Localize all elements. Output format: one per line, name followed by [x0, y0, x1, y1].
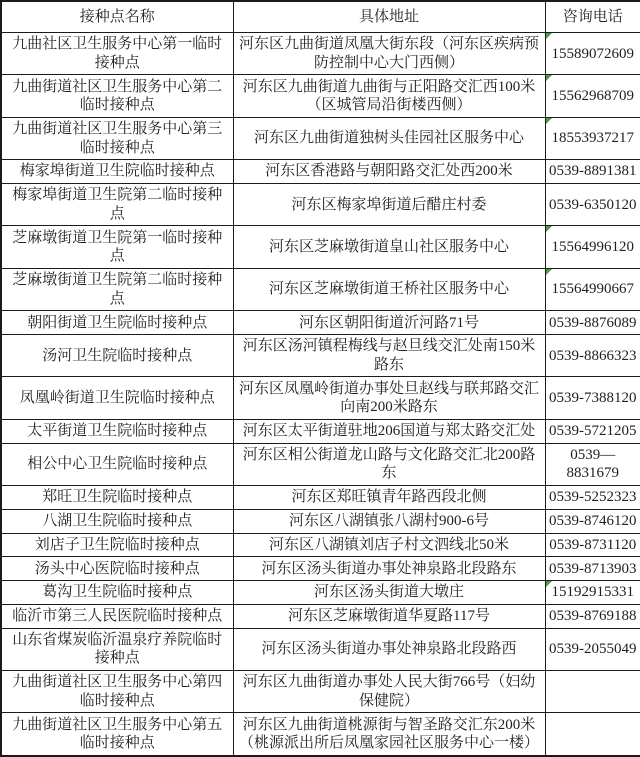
phone-number: 0539-5721205: [549, 423, 637, 440]
phone-cell: [545, 486, 640, 510]
phone-cell: [545, 443, 640, 485]
address-cell: 河东区九曲街道桃源街与智圣路交汇东200米（桃源派出所后凤凰家园社区服务中心一楼）: [233, 713, 545, 756]
phone-cell: [545, 75, 640, 117]
table-row: [1, 443, 640, 485]
address-cell: 河东区八湖镇张八湖村900-6号: [233, 509, 545, 533]
site-name-cell: 八湖卫生院临时接种点: [1, 509, 233, 533]
excel-flag-triangle-icon: [546, 33, 552, 39]
phone-cell: [545, 581, 640, 605]
table-row: [1, 604, 640, 628]
table-row: [1, 184, 640, 226]
table-row: [1, 581, 640, 605]
site-name-cell: 葛沟卫生院临时接种点: [1, 581, 233, 605]
table-row: [1, 75, 640, 117]
table-row: [1, 377, 640, 419]
table-row: [1, 160, 640, 184]
phone-number: 0539-2055049: [549, 641, 637, 658]
phone-cell: [545, 33, 640, 75]
table-row: [1, 226, 640, 268]
header-site-name: 接种点名称: [1, 1, 233, 33]
address-cell: 河东区八湖镇刘店子村文泗线北50米: [233, 533, 545, 557]
site-name-cell: 梅家埠街道卫生院第二临时接种点: [1, 184, 233, 226]
header-address: 具体地址: [233, 1, 545, 33]
address-cell: 河东区汤头街道大墩庄: [233, 581, 545, 605]
phone-number: 0539-8746120: [549, 513, 637, 530]
excel-flag-triangle-icon: [546, 75, 552, 81]
address-cell: 河东区香港路与朝阳路交汇处西200米: [233, 160, 545, 184]
table-body: [1, 33, 640, 757]
table-row: [1, 486, 640, 510]
phone-cell: [545, 335, 640, 377]
phone-cell: [545, 509, 640, 533]
site-name-cell: 芝麻墩街道卫生院第一临时接种点: [1, 226, 233, 268]
table-row: [1, 670, 640, 712]
site-name-cell: 太平街道卫生院临时接种点: [1, 419, 233, 443]
site-name-cell: 山东省煤炭临沂温泉疗养院临时接种点: [1, 628, 233, 670]
site-name-cell: 九曲社区卫生服务中心第一临时接种点: [1, 33, 233, 75]
phone-cell: [545, 604, 640, 628]
address-cell: 河东区汤河镇程梅线与赵旦线交汇处南150米路东: [233, 335, 545, 377]
address-cell: 河东区相公街道龙山路与文化路交汇北200路东: [233, 443, 545, 485]
phone-number: 0539-8713903: [549, 560, 637, 577]
phone-number: 15564990667: [551, 281, 634, 298]
address-cell: 河东区芝麻墩街道华夏路117号: [233, 604, 545, 628]
site-name-cell: 九曲街道社区卫生服务中心第三临时接种点: [1, 117, 233, 159]
site-name-cell: 临沂市第三人民医院临时接种点: [1, 604, 233, 628]
phone-cell: [545, 268, 640, 310]
phone-number: 0539-6350120: [549, 196, 637, 213]
site-name-cell: 九曲街道社区卫生服务中心第二临时接种点: [1, 75, 233, 117]
phone-number: 0539-8769188: [549, 608, 637, 625]
site-name-cell: 九曲街道社区卫生服务中心第五临时接种点: [1, 713, 233, 756]
address-cell: 河东区郑旺镇青年路西段北侧: [233, 486, 545, 510]
phone-number: 0539-5252323: [549, 489, 637, 506]
phone-number: 15589072609: [551, 45, 634, 62]
table-row: [1, 509, 640, 533]
site-name-cell: 相公中心卫生院临时接种点: [1, 443, 233, 485]
address-cell: 河东区芝麻墩街道王桥社区服务中心: [233, 268, 545, 310]
site-name-cell: 郑旺卫生院临时接种点: [1, 486, 233, 510]
phone-cell: [545, 377, 640, 419]
phone-cell: [545, 311, 640, 335]
phone-cell: [545, 117, 640, 159]
excel-flag-triangle-icon: [546, 581, 552, 587]
address-cell: 河东区朝阳街道沂河路71号: [233, 311, 545, 335]
phone-cell: [545, 670, 640, 712]
phone-cell: [545, 713, 640, 756]
table-row: [1, 268, 640, 310]
phone-cell: [545, 533, 640, 557]
site-name-cell: 朝阳街道卫生院临时接种点: [1, 311, 233, 335]
phone-cell: [545, 226, 640, 268]
table-row: [1, 33, 640, 75]
table-header: [1, 1, 640, 33]
excel-flag-triangle-icon: [546, 118, 552, 124]
phone-number: 0539-8876089: [549, 314, 637, 331]
site-name-cell: 汤河卫生院临时接种点: [1, 335, 233, 377]
phone-number: 0539-8891381: [549, 163, 637, 180]
table-row: [1, 628, 640, 670]
phone-cell: [545, 557, 640, 581]
table-row: [1, 335, 640, 377]
address-cell: 河东区梅家埠街道后醋庄村委: [233, 184, 545, 226]
phone-number: 18553937217: [551, 130, 634, 147]
address-cell: 河东区九曲街道办事处人民大街766号（妇幼保健院）: [233, 670, 545, 712]
address-cell: 河东区汤头街道办事处神泉路北段路西: [233, 628, 545, 670]
phone-cell: [545, 160, 640, 184]
table-row: [1, 117, 640, 159]
address-cell: 河东区芝麻墩街道皇山社区服务中心: [233, 226, 545, 268]
phone-number: 15564996120: [551, 239, 634, 255]
phone-number: 0539-8866323: [549, 347, 637, 364]
address-cell: 河东区九曲街道独树头佳园社区服务中心: [233, 117, 545, 159]
address-cell: 河东区九曲街道凤凰大街东段（河东区疾病预防控制中心大门西侧）: [233, 33, 545, 75]
phone-number: 15562968709: [551, 87, 634, 104]
address-cell: 河东区汤头街道办事处神泉路北段路东: [233, 557, 545, 581]
site-name-cell: 芝麻墩街道卫生院第二临时接种点: [1, 268, 233, 310]
phone-number: 15192915331: [551, 584, 634, 601]
address-cell: 河东区太平街道驻地206国道与郑太路交汇处: [233, 419, 545, 443]
address-cell: 河东区凤凰岭街道办事处旦赵线与联邦路交汇向南200米路东: [233, 377, 545, 419]
site-name-cell: 凤凰岭街道卫生院临时接种点: [1, 377, 233, 419]
site-name-cell: 刘店子卫生院临时接种点: [1, 533, 233, 557]
table-row: [1, 713, 640, 756]
phone-cell: [545, 184, 640, 226]
header-row: [1, 1, 640, 33]
phone-number: 0539—8831679: [566, 447, 619, 482]
phone-number: 0539-7388120: [549, 390, 637, 407]
site-name-cell: 梅家埠街道卫生院临时接种点: [1, 160, 233, 184]
phone-cell: [545, 628, 640, 670]
table-row: [1, 419, 640, 443]
phone-number: 0539-8731120: [549, 536, 637, 553]
table-row: [1, 557, 640, 581]
phone-cell: [545, 419, 640, 443]
table-row: [1, 533, 640, 557]
excel-flag-triangle-icon: [546, 226, 552, 232]
excel-flag-triangle-icon: [546, 269, 552, 275]
site-name-cell: 九曲街道社区卫生服务中心第四临时接种点: [1, 670, 233, 712]
site-name-cell: 汤头中心医院临时接种点: [1, 557, 233, 581]
table-row: [1, 311, 640, 335]
address-cell: 河东区九曲街道九曲街与正阳路交汇西100米（区城管局沿街楼西侧）: [233, 75, 545, 117]
header-phone: 咨询电话: [545, 1, 640, 33]
